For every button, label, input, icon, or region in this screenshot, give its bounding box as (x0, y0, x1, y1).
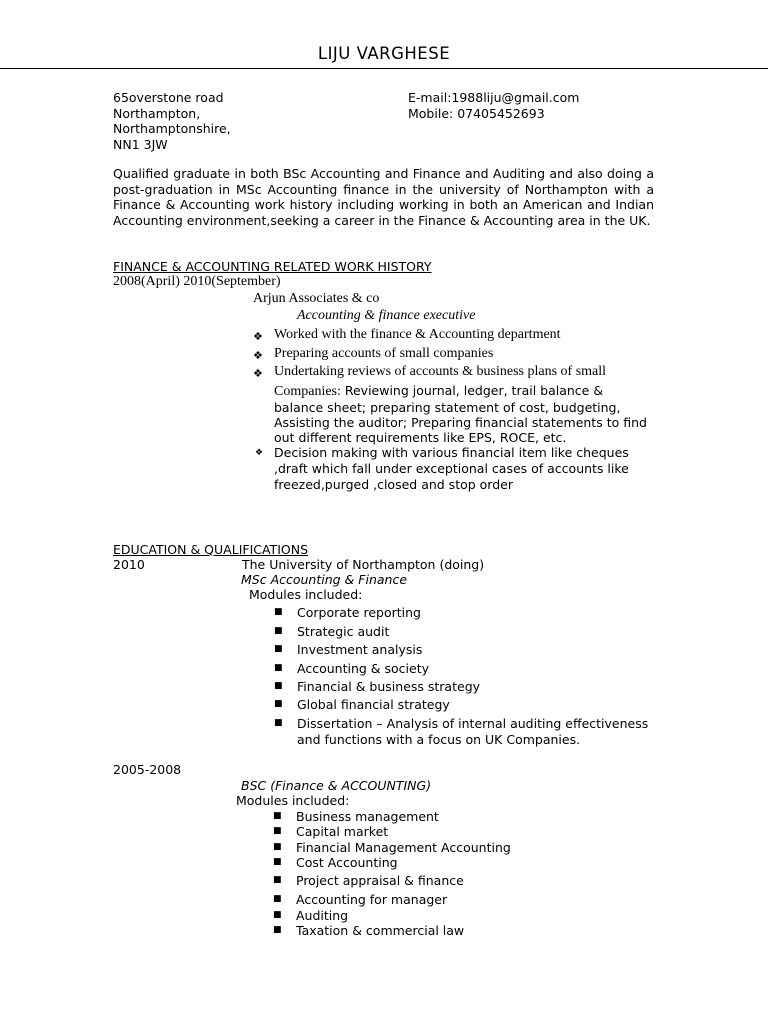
work-bullet: Preparing accounts of small companies (274, 346, 494, 361)
work-bullet: Worked with the finance & Accounting department (274, 327, 561, 342)
work-bullet-continuation (274, 383, 603, 400)
work-bullet: Undertaking reviews of accounts & business plans of small (274, 364, 607, 379)
square-bullet-icon: ■ (274, 663, 283, 673)
continuation-text: Reviewing journal, ledger, trail balance & (340, 383, 604, 398)
module-item: Global financial strategy (297, 697, 450, 712)
profile-summary: Qualified graduate in both BSc Accounting and Finance and Auditing and also doing a post-graduation in MSc Accounting finance in the university of Northampton with a Finance & Accounting work history including working in both an American and Indian Accounting environment,seeking a career in the Finance & Accounting area in the UK. (113, 166, 654, 228)
degree-title: MSc Accounting & Finance (241, 572, 408, 587)
work-bullet-line: ,draft which fall under exceptional cases of accounts like (274, 461, 629, 476)
continuation-line: balance sheet; preparing statement of cost, budgeting, (274, 400, 621, 415)
module-item: Corporate reporting (297, 605, 421, 620)
square-bullet-icon: ■ (274, 644, 283, 654)
diamond-bullet-icon: ❖ (253, 330, 263, 343)
education-year: 2005-2008 (113, 762, 182, 777)
continuation-line: out different requirements like EPS, ROCE, etc. (274, 430, 567, 445)
contact-block (408, 90, 579, 121)
mobile-text: Mobile: 07405452693 (408, 105, 545, 121)
work-bullet-line: Decision making with various financial item like cheques (274, 445, 629, 460)
square-bullet-icon: ■ (273, 894, 282, 904)
degree-title: BSC (Finance & ACCOUNTING) (241, 778, 432, 793)
work-bullet-line: freezed,purged ,closed and stop order (274, 477, 513, 492)
address-line: Northampton, (113, 105, 201, 121)
square-bullet-icon: ■ (273, 842, 282, 852)
institution-name: The University of Northampton (doing) (242, 557, 485, 572)
square-bullet-icon: ■ (273, 875, 282, 885)
modules-label: Modules included: (236, 793, 350, 808)
square-bullet-icon: ■ (273, 826, 282, 836)
square-bullet-icon: ■ (274, 607, 283, 617)
work-history-heading: FINANCE & ACCOUNTING RELATED WORK HISTORY (113, 259, 432, 274)
square-bullet-icon: ■ (273, 910, 282, 920)
module-item: Auditing (296, 908, 349, 923)
continuation-line: Assisting the auditor; Preparing financial statements to find (274, 415, 647, 430)
module-item: Taxation & commercial law (296, 923, 465, 938)
job-role: Accounting & finance executive (297, 308, 476, 323)
square-bullet-icon: ■ (274, 699, 283, 709)
module-item: Accounting & society (297, 661, 429, 676)
diamond-bullet-icon: ❖ (255, 448, 264, 458)
address-line: Northamptonshire, (113, 121, 231, 136)
continuation-serif-text: Companies: (274, 384, 341, 399)
email-text: E-mail:1988liju@gmail.com (408, 90, 580, 105)
module-item: Financial & business strategy (297, 679, 481, 694)
module-item: Accounting for manager (296, 892, 448, 907)
work-dates: 2008(April) 2010(September) (113, 274, 281, 289)
module-item: Project appraisal & finance (296, 873, 464, 888)
module-item: Business management (296, 809, 439, 824)
module-item: Capital market (296, 824, 389, 839)
module-item: Dissertation – Analysis of internal auditing effectiveness (297, 716, 649, 731)
address-line: NN1 3JW (113, 136, 168, 152)
module-item: Financial Management Accounting (296, 840, 511, 855)
diamond-bullet-icon: ❖ (253, 349, 263, 362)
address-block (113, 90, 231, 152)
education-year: 2010 (113, 557, 145, 572)
employer-name: Arjun Associates & co (253, 291, 380, 306)
header-rule (0, 68, 768, 69)
address-line: 65overstone road (113, 90, 224, 105)
modules-label: Modules included: (249, 587, 363, 602)
square-bullet-icon: ■ (273, 857, 282, 867)
square-bullet-icon: ■ (273, 811, 282, 821)
module-item-continuation: and functions with a focus on UK Companies. (297, 732, 581, 747)
square-bullet-icon: ■ (273, 925, 282, 935)
candidate-name: LIJU VARGHESE (317, 44, 451, 63)
module-item: Investment analysis (297, 642, 423, 657)
education-heading: EDUCATION & QUALIFICATIONS (113, 542, 309, 557)
module-item: Cost Accounting (296, 855, 398, 870)
module-item: Strategic audit (297, 624, 390, 639)
square-bullet-icon: ■ (274, 626, 283, 636)
diamond-bullet-icon: ❖ (253, 367, 263, 380)
square-bullet-icon: ■ (274, 718, 283, 728)
square-bullet-icon: ■ (274, 681, 283, 691)
